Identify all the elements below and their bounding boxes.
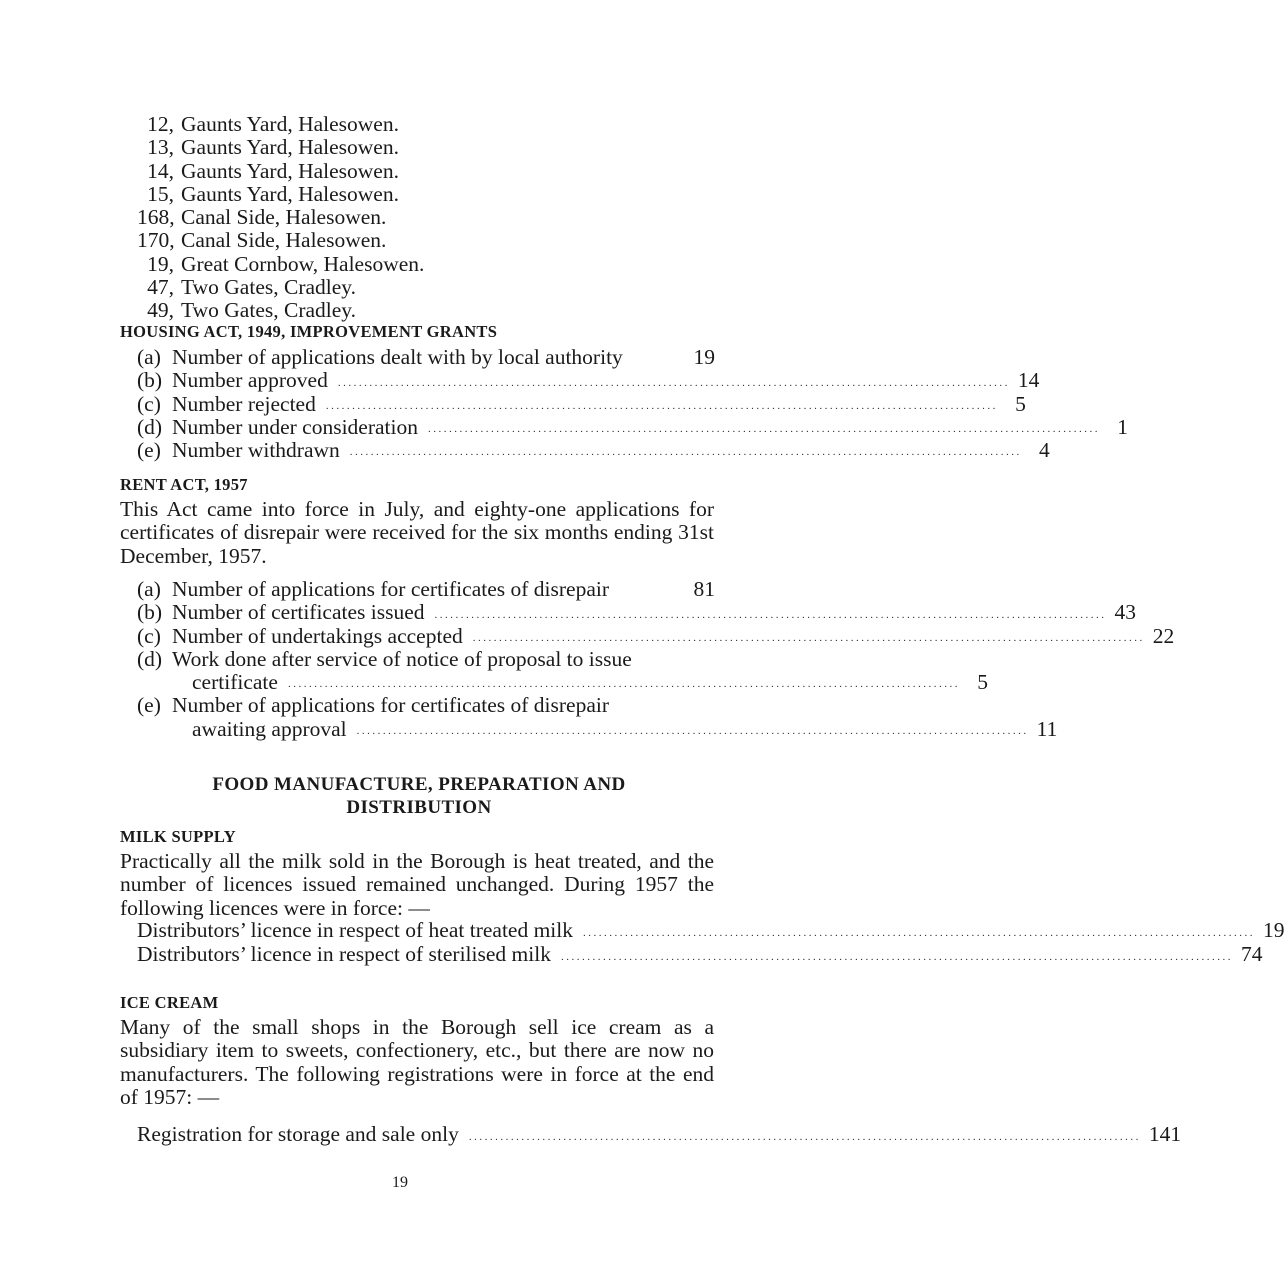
address-row <box>137 206 424 229</box>
item-label: (a) <box>137 345 161 369</box>
item-value: 74 <box>1240 941 1263 966</box>
list-item <box>137 438 1050 463</box>
address-text: Gaunts Yard, Halesowen. <box>181 158 399 183</box>
rent-heading: RENT ACT, 1957 <box>120 475 248 494</box>
item-text: Number of applications for certificates of disrepair <box>172 693 609 718</box>
address-number: 168, <box>137 205 175 230</box>
address-row <box>137 160 424 183</box>
item-text: Distributors’ licence in respect of sterilised milk <box>137 941 551 966</box>
address-row <box>137 276 424 299</box>
item-value: 19 <box>1263 918 1285 943</box>
item-value: 14 <box>1017 368 1040 393</box>
item-value: 11 <box>1036 716 1058 741</box>
page-number: 19 <box>392 1174 408 1191</box>
list-item <box>137 391 1026 416</box>
address-number: 19, <box>147 251 174 276</box>
item-text: Work done after service of notice of proposal to issue <box>172 646 632 671</box>
item-text: Distributors’ licence in respect of heat treated milk <box>137 918 574 943</box>
address-number: 15, <box>147 181 174 206</box>
item-value: 22 <box>1152 623 1175 648</box>
item-label: (c) <box>137 391 161 416</box>
item-text: Number under consideration <box>172 414 418 439</box>
item-label: (c) <box>137 623 161 648</box>
milk-supply-heading: MILK SUPPLY <box>120 827 236 846</box>
address-row <box>137 253 424 276</box>
address-number: 12, <box>147 112 174 136</box>
leader-dots: ................................................................................................................................ <box>325 399 998 412</box>
item-text: Number of certificates issued <box>172 600 425 625</box>
address-number: 49, <box>147 298 174 323</box>
list-item <box>137 600 1137 625</box>
leader-dots: ................................................................................................................................ <box>337 376 1010 389</box>
item-text: Number approved <box>172 368 328 393</box>
item-value: 4 <box>1039 438 1050 463</box>
leader-dots: ................................................................................................................................ <box>434 608 1107 621</box>
address-list <box>137 113 424 323</box>
rent-list <box>137 577 1175 741</box>
item-text: Registration for storage and sale only <box>137 1122 459 1147</box>
leader-dots: ................................................................................................................................ <box>349 446 1022 459</box>
milk-paragraph: Practically all the milk sold in the Borough is heat treated, and the number of licences issued remained unchanged. During 1957 the following licences were in force: — <box>120 849 714 920</box>
list-item <box>137 918 1285 943</box>
item-value: 5 <box>977 670 988 695</box>
address-text: Great Cornbow, Halesowen. <box>181 251 425 276</box>
item-label: (d) <box>137 646 163 671</box>
address-row <box>137 299 424 322</box>
leader-dots: ................................................................................................................................ <box>356 725 1029 738</box>
leader-dots: ................................................................................................................................ <box>583 927 1256 940</box>
address-number: 13, <box>147 135 174 160</box>
item-value: 1 <box>1117 414 1128 439</box>
leader-dots: ................................................................................................................................ <box>287 678 960 691</box>
item-text: certificate <box>192 670 278 695</box>
list-item <box>137 414 1128 439</box>
leader-dots: ................................................................................................................................ <box>427 423 1100 436</box>
list-item <box>137 623 1175 648</box>
address-text: Two Gates, Cradley. <box>181 275 357 300</box>
item-text: awaiting approval <box>192 716 347 741</box>
item-label: (d) <box>137 414 163 439</box>
list-item <box>137 1122 1182 1147</box>
address-number: 170, <box>137 228 175 253</box>
item-text: Number of undertakings accepted <box>172 623 463 648</box>
list-item <box>137 693 1058 741</box>
milk-licence-list <box>137 918 1285 967</box>
item-text: Number withdrawn <box>172 438 340 463</box>
address-row <box>137 229 424 252</box>
address-text: Two Gates, Cradley. <box>181 298 357 323</box>
food-heading-line1: FOOD MANUFACTURE, PREPARATION AND <box>212 774 626 795</box>
address-text: Gaunts Yard, Halesowen. <box>181 135 399 160</box>
address-text: Canal Side, Halesowen. <box>181 228 387 253</box>
item-label: (b) <box>137 368 163 393</box>
item-value: 141 <box>1148 1122 1182 1147</box>
leader-dots: ................................................................................................................................ <box>468 1131 1141 1144</box>
ice-cream-registration <box>137 1122 1182 1147</box>
rent-paragraph: This Act came into force in July, and eighty-one applications for certificates of disrepair were received for the six months ending 31st December, 1957. <box>120 497 714 568</box>
item-value: 19 <box>693 345 715 369</box>
item-text: Number of applications for certificates of disrepair <box>172 577 609 601</box>
address-text: Gaunts Yard, Halesowen. <box>181 181 399 206</box>
address-number: 14, <box>147 158 174 183</box>
leader-dots: ................................................................................................................................ <box>472 631 1145 644</box>
item-label: (e) <box>137 438 161 463</box>
address-number: 47, <box>147 275 174 300</box>
list-item <box>137 368 1040 393</box>
list-item <box>137 646 988 695</box>
list-item <box>137 346 715 369</box>
address-text: Gaunts Yard, Halesowen. <box>181 112 399 136</box>
item-label: (b) <box>137 600 163 625</box>
address-row <box>137 183 424 206</box>
leader-dots: ................................................................................................................................ <box>560 950 1233 963</box>
item-label: (a) <box>137 577 161 601</box>
item-value: 81 <box>693 577 715 601</box>
address-text: Canal Side, Halesowen. <box>181 205 387 230</box>
housing-list <box>137 345 1128 463</box>
item-text: Number of applications dealt with by local authority <box>172 345 623 369</box>
item-text: Number rejected <box>172 391 316 416</box>
ice-cream-heading: ICE CREAM <box>120 993 219 1012</box>
list-item <box>137 578 715 601</box>
item-label: (e) <box>137 693 161 718</box>
address-row <box>137 113 424 136</box>
food-heading-line2: DISTRIBUTION <box>346 797 492 818</box>
address-row <box>137 136 424 159</box>
housing-heading: HOUSING ACT, 1949, IMPROVEMENT GRANTS <box>120 322 498 341</box>
ice-cream-paragraph: Many of the small shops in the Borough sell ice cream as a subsidiary item to sweets, confectionery, etc., but there are now no manufacturers. The following registrations were in force at the end of 1957: — <box>120 1015 714 1109</box>
item-value: 43 <box>1114 600 1137 625</box>
list-item <box>137 941 1263 966</box>
item-value: 5 <box>1015 391 1026 416</box>
